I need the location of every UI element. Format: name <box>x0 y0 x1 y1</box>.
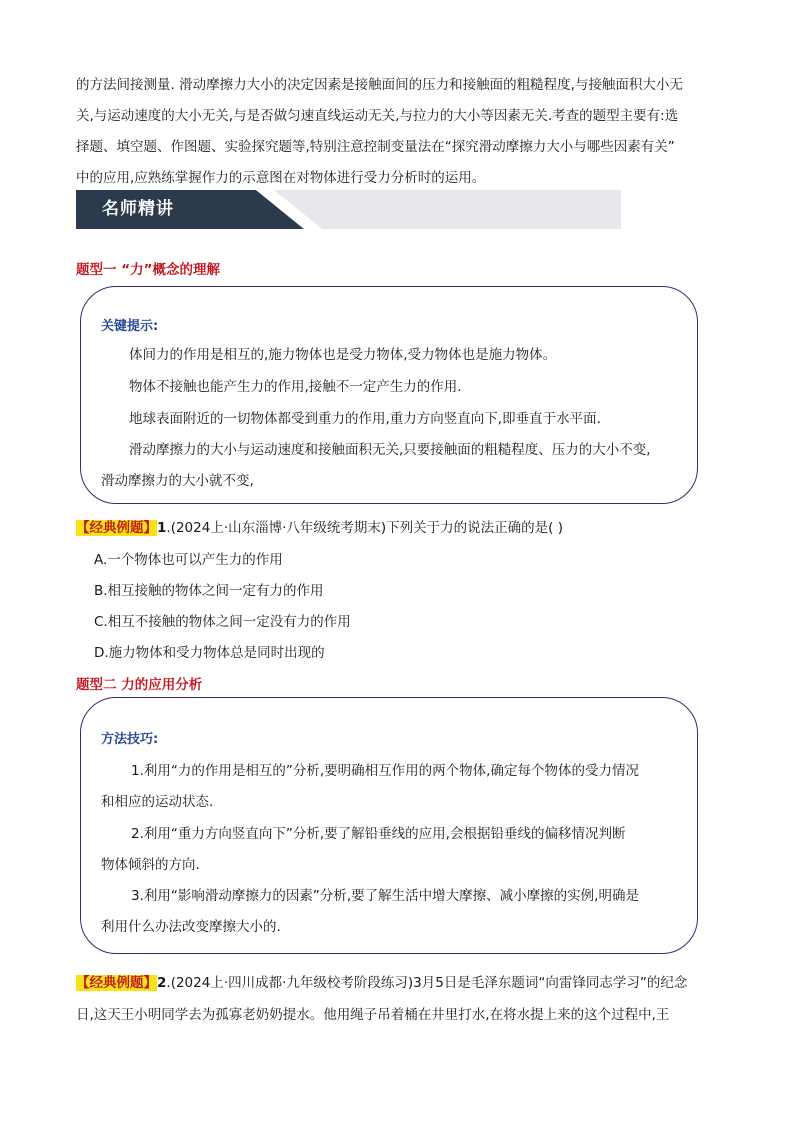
example1-option-d: D.施力物体和受力物体总是同时出现的 <box>94 645 325 661</box>
method-tip-line: 物体倾斜的方向. <box>101 857 200 873</box>
example-number: 2 <box>157 975 167 991</box>
intro-line-1: 的方法间接测量. 滑动摩擦力大小的决定因素是接触面间的压力和接触面的粗糙程度,与接触面积大小无 <box>76 77 683 93</box>
example1-question <box>76 516 563 536</box>
example1-option-a: A.一个物体也可以产生力的作用 <box>94 552 283 568</box>
example-number: 1 <box>157 520 167 536</box>
key-tip-line: 物体不接触也能产生力的作用,接触不一定产生力的作用. <box>129 379 462 395</box>
method-tip-line: 利用什么办法改变摩擦大小的. <box>101 919 281 935</box>
method-tips-box <box>80 697 698 954</box>
intro-line-3: 择题、填空题、作图题、实验探究题等,特别注意控制变量法在“探究滑动摩擦力大小与哪些因素有关” <box>76 139 675 155</box>
example-tag: 【经典例题】 <box>76 975 157 991</box>
key-tip-line: 地球表面附近的一切物体都受到重力的作用,重力方向竖直向下,即垂直于水平面. <box>129 411 601 427</box>
example2-text-line1: .(2024上·四川成都·九年级校考阶段练习)3月5日是毛泽东题词“向雷锋同志学习”的纪念 <box>166 975 688 991</box>
section1-title: 题型一 “力”概念的理解 <box>76 262 220 278</box>
example1-text: .(2024上·山东淄博·八年级统考期末)下列关于力的说法正确的是( ) <box>166 520 563 536</box>
method-tip-line: 1.利用“力的作用是相互的”分析,要明确相互作用的两个物体,确定每个物体的受力情况 <box>131 763 639 779</box>
method-tip-line: 2.利用“重力方向竖直向下”分析,要了解铅垂线的应用,会根据铅垂线的偏移情况判断 <box>131 826 626 842</box>
method-tip-line: 和相应的运动状态. <box>101 794 214 810</box>
key-tip-line: 滑动摩擦力的大小与运动速度和接触面积无关,只要接触面的粗糙程度、压力的大小不变, <box>129 442 651 458</box>
section2-title: 题型二 力的应用分析 <box>76 677 203 693</box>
banner-title: 名师精讲 <box>102 199 174 219</box>
example2-question-line1 <box>76 971 687 991</box>
example2-question-line2: 日,这天王小明同学去为孤寡老奶奶提水。他用绳子吊着桶在井里打水,在将水提上来的这个过程中,王 <box>76 1007 670 1023</box>
key-tip-line: 体间力的作用是相互的,施力物体也是受力物体,受力物体也是施力物体。 <box>129 347 557 363</box>
intro-line-2: 关,与运动速度的大小无关,与是否做匀速直线运动无关,与拉力的大小等因素无关.考查的题型主要有:选 <box>76 108 679 124</box>
method-tips-heading: 方法技巧: <box>101 732 159 747</box>
method-tip-line: 3.利用“影响滑动摩擦力的因素”分析,要了解生活中增大摩擦、减小摩擦的实例,明确是 <box>131 888 639 904</box>
example1-option-c: C.相互不接触的物体之间一定没有力的作用 <box>94 614 351 630</box>
key-tips-box <box>80 286 698 504</box>
intro-line-4: 中的应用,应熟练掌握作力的示意图在对物体进行受力分析时的运用。 <box>76 170 486 186</box>
key-tip-line: 滑动摩擦力的大小就不变, <box>101 473 254 489</box>
example-tag: 【经典例题】 <box>76 520 157 536</box>
key-tips-heading: 关键提示: <box>101 319 159 334</box>
section-banner <box>76 190 621 229</box>
example1-option-b: B.相互接触的物体之间一定有力的作用 <box>94 583 324 599</box>
